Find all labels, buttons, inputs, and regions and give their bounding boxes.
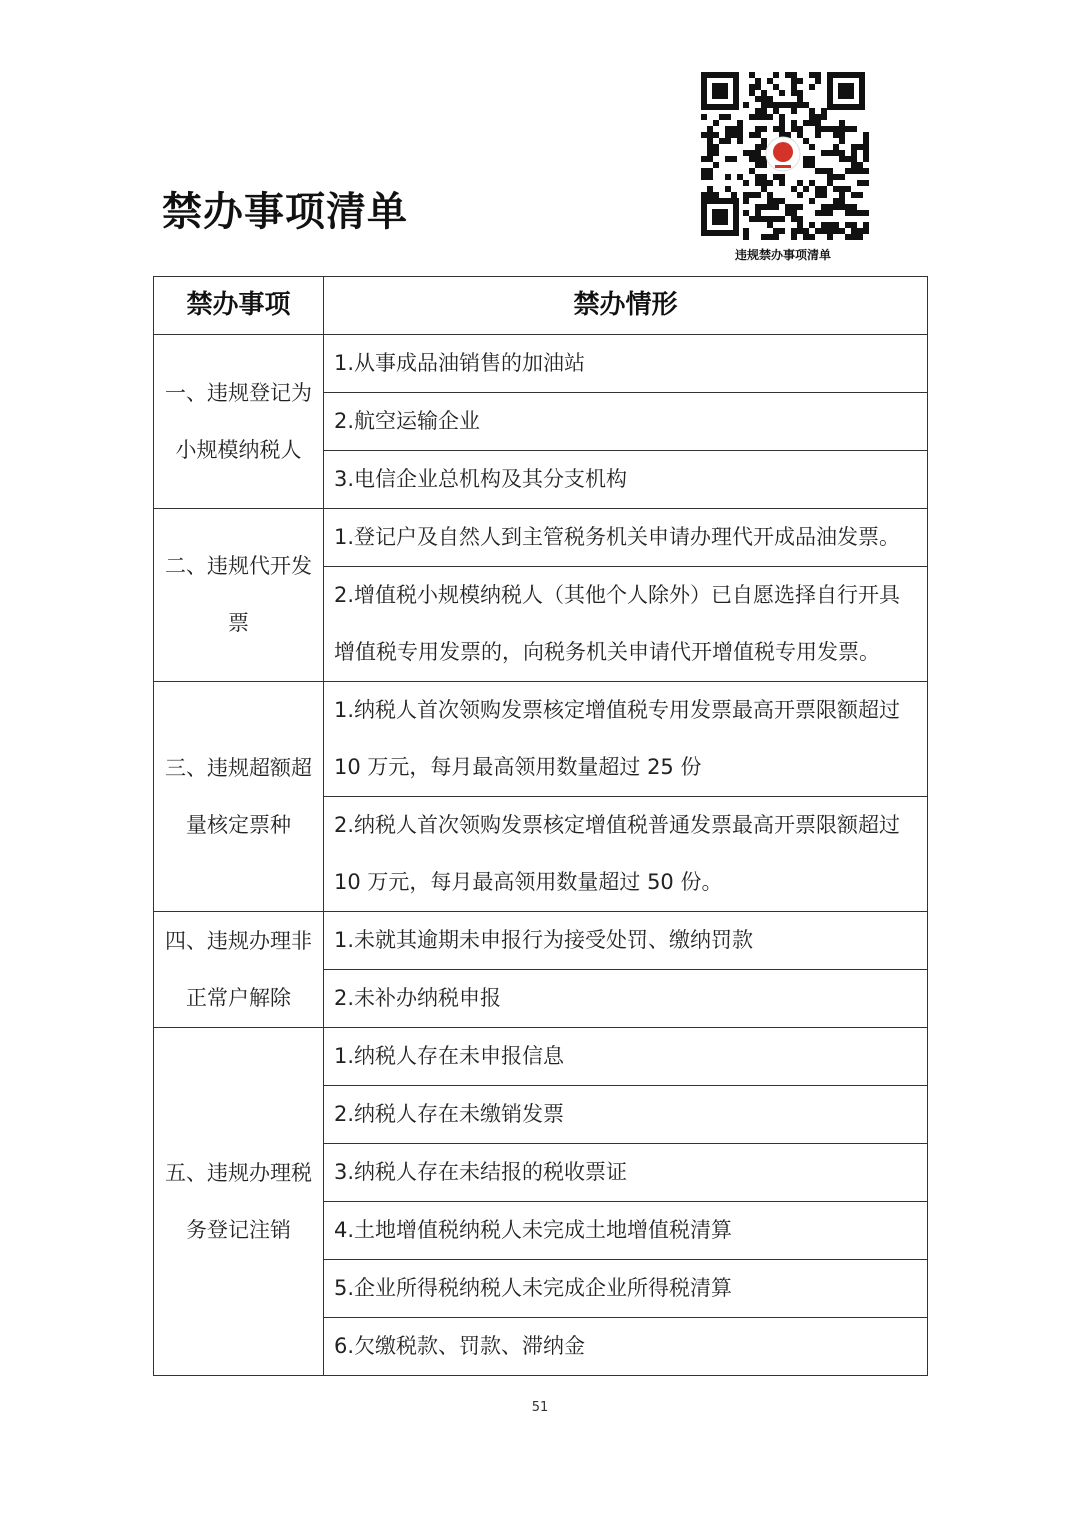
category-cell: 一、违规登记为小规模纳税人 bbox=[154, 335, 324, 509]
situation-cell: 1.从事成品油销售的加油站 bbox=[324, 335, 928, 393]
prohibited-items-table bbox=[153, 276, 928, 1376]
table-row bbox=[154, 509, 928, 567]
table-header-row bbox=[154, 277, 928, 335]
situation-cell: 5.企业所得税纳税人未完成企业所得税清算 bbox=[324, 1260, 928, 1318]
category-cell: 二、违规代开发票 bbox=[154, 509, 324, 682]
situation-cell: 6.欠缴税款、罚款、滞纳金 bbox=[324, 1318, 928, 1376]
header-situation: 禁办情形 bbox=[324, 277, 928, 335]
situation-cell: 4.土地增值税纳税人未完成土地增值税清算 bbox=[324, 1202, 928, 1260]
situation-cell: 1.纳税人首次领购发票核定增值税专用发票最高开票限额超过 10 万元，每月最高领用数量超过 25 份 bbox=[324, 682, 928, 797]
situation-cell: 1.未就其逾期未申报行为接受处罚、缴纳罚款 bbox=[324, 912, 928, 970]
tax-bureau-emblem-icon bbox=[773, 142, 793, 162]
table-row bbox=[154, 1028, 928, 1086]
table-body bbox=[154, 335, 928, 1376]
qr-caption: 违规禁办事项清单 bbox=[734, 248, 831, 262]
situation-cell: 2.航空运输企业 bbox=[324, 393, 928, 451]
situation-cell: 1.登记户及自然人到主管税务机关申请办理代开成品油发票。 bbox=[324, 509, 928, 567]
page-number: 51 bbox=[531, 1400, 549, 1415]
page-title: 禁办事项清单 bbox=[162, 189, 408, 235]
qr-code-block bbox=[697, 68, 869, 263]
situation-cell: 2.未补办纳税申报 bbox=[324, 970, 928, 1028]
table-row bbox=[154, 912, 928, 970]
situation-cell: 3.电信企业总机构及其分支机构 bbox=[324, 451, 928, 509]
table-row bbox=[154, 335, 928, 393]
situation-cell: 2.纳税人首次领购发票核定增值税普通发票最高开票限额超过 10 万元，每月最高领用数量超过 50 份。 bbox=[324, 797, 928, 912]
situation-cell: 1.纳税人存在未申报信息 bbox=[324, 1028, 928, 1086]
category-cell: 四、违规办理非正常户解除 bbox=[154, 912, 324, 1028]
situation-cell: 2.纳税人存在未缴销发票 bbox=[324, 1086, 928, 1144]
situation-cell: 2.增值税小规模纳税人（其他个人除外）已自愿选择自行开具增值税专用发票的，向税务机关申请代开增值税专用发票。 bbox=[324, 567, 928, 682]
header-category: 禁办事项 bbox=[154, 277, 324, 335]
category-cell: 三、违规超额超量核定票种 bbox=[154, 682, 324, 912]
category-cell: 五、违规办理税务登记注销 bbox=[154, 1028, 324, 1376]
table-row bbox=[154, 682, 928, 797]
qr-code-icon bbox=[697, 68, 869, 240]
situation-cell: 3.纳税人存在未结报的税收票证 bbox=[324, 1144, 928, 1202]
